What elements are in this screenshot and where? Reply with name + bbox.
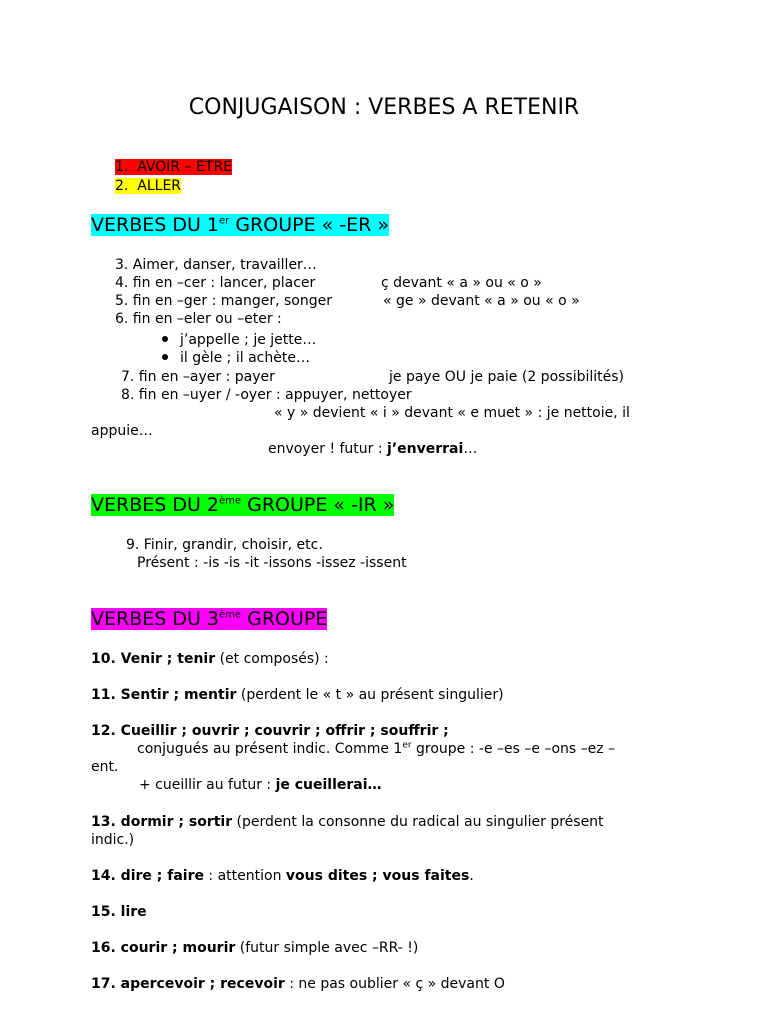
list-item-13: 13. dormir ; sortir (perdent la consonne du radical au singulier présent bbox=[91, 814, 604, 830]
list-item-13-cont: indic.) bbox=[91, 832, 135, 848]
list-item-12-futur: + cueillir au futur : je cueillerai… bbox=[139, 777, 382, 793]
envoyer-note: envoyer ! futur : j’enverrai… bbox=[268, 441, 478, 457]
list-item-7: 7. fin en –ayer : payer bbox=[121, 369, 275, 385]
list-item-12: 12. Cueillir ; ouvrir ; couvrir ; offrir ; souffrir ; bbox=[91, 723, 449, 739]
list-item-9: 9. Finir, grandir, choisir, etc. bbox=[126, 537, 323, 553]
list-item-10: 10. Venir ; tenir (et composés) : bbox=[91, 651, 329, 667]
list-item-15: 15. lire bbox=[91, 904, 147, 920]
list-item-5: 5. fin en –ger : manger, songer bbox=[115, 293, 332, 309]
group2-heading: VERBES DU 2ème GROUPE « -IR » bbox=[91, 494, 395, 516]
page-title: CONJUGAISON : VERBES A RETENIR bbox=[188, 95, 580, 120]
list-item-avoir-etre: 1. AVOIR – ETRE bbox=[115, 159, 233, 175]
bullet-item-geler: il gèle ; il achète… bbox=[162, 349, 310, 367]
list-item-8: 8. fin en –uyer / -oyer : appuyer, nettoyer bbox=[121, 387, 412, 403]
list-item-4-rule: ç devant « a » ou « o » bbox=[381, 275, 542, 291]
list-item-17: 17. apercevoir ; recevoir : ne pas oublier « ç » devant O bbox=[91, 976, 505, 992]
list-item-5-rule: « ge » devant « a » ou « o » bbox=[383, 293, 580, 309]
group3-heading: VERBES DU 3ème GROUPE bbox=[91, 608, 328, 630]
list-item-14: 14. dire ; faire : attention vous dites ; vous faites. bbox=[91, 868, 474, 884]
list-item-8-rule-cont: appuie… bbox=[91, 423, 153, 439]
group1-heading: VERBES DU 1er GROUPE « -ER » bbox=[91, 214, 389, 236]
bullet-icon bbox=[162, 336, 168, 342]
bullet-icon bbox=[162, 354, 168, 360]
list-item-6: 6. fin en –eler ou –eter : bbox=[115, 311, 282, 327]
list-item-4: 4. fin en –cer : lancer, placer bbox=[115, 275, 316, 291]
list-item-8-rule: « y » devient « i » devant « e muet » : je nettoie, il bbox=[274, 405, 630, 421]
present-endings: Présent : -is -is -it -issons -issez -issent bbox=[137, 555, 407, 571]
bullet-item-appeler: j’appelle ; je jette… bbox=[162, 331, 316, 349]
list-item-3: 3. Aimer, danser, travailler… bbox=[115, 257, 317, 273]
list-item-12-rule-cont: ent. bbox=[91, 759, 119, 775]
list-item-11: 11. Sentir ; mentir (perdent le « t » au présent singulier) bbox=[91, 687, 504, 703]
list-item-16: 16. courir ; mourir (futur simple avec –RR- !) bbox=[91, 940, 419, 956]
list-item-12-rule: conjugués au présent indic. Comme 1er groupe : -e –es –e –ons –ez – bbox=[137, 740, 616, 757]
list-item-aller: 2. ALLER bbox=[115, 178, 182, 194]
list-item-7-rule: je paye OU je paie (2 possibilités) bbox=[389, 369, 625, 385]
